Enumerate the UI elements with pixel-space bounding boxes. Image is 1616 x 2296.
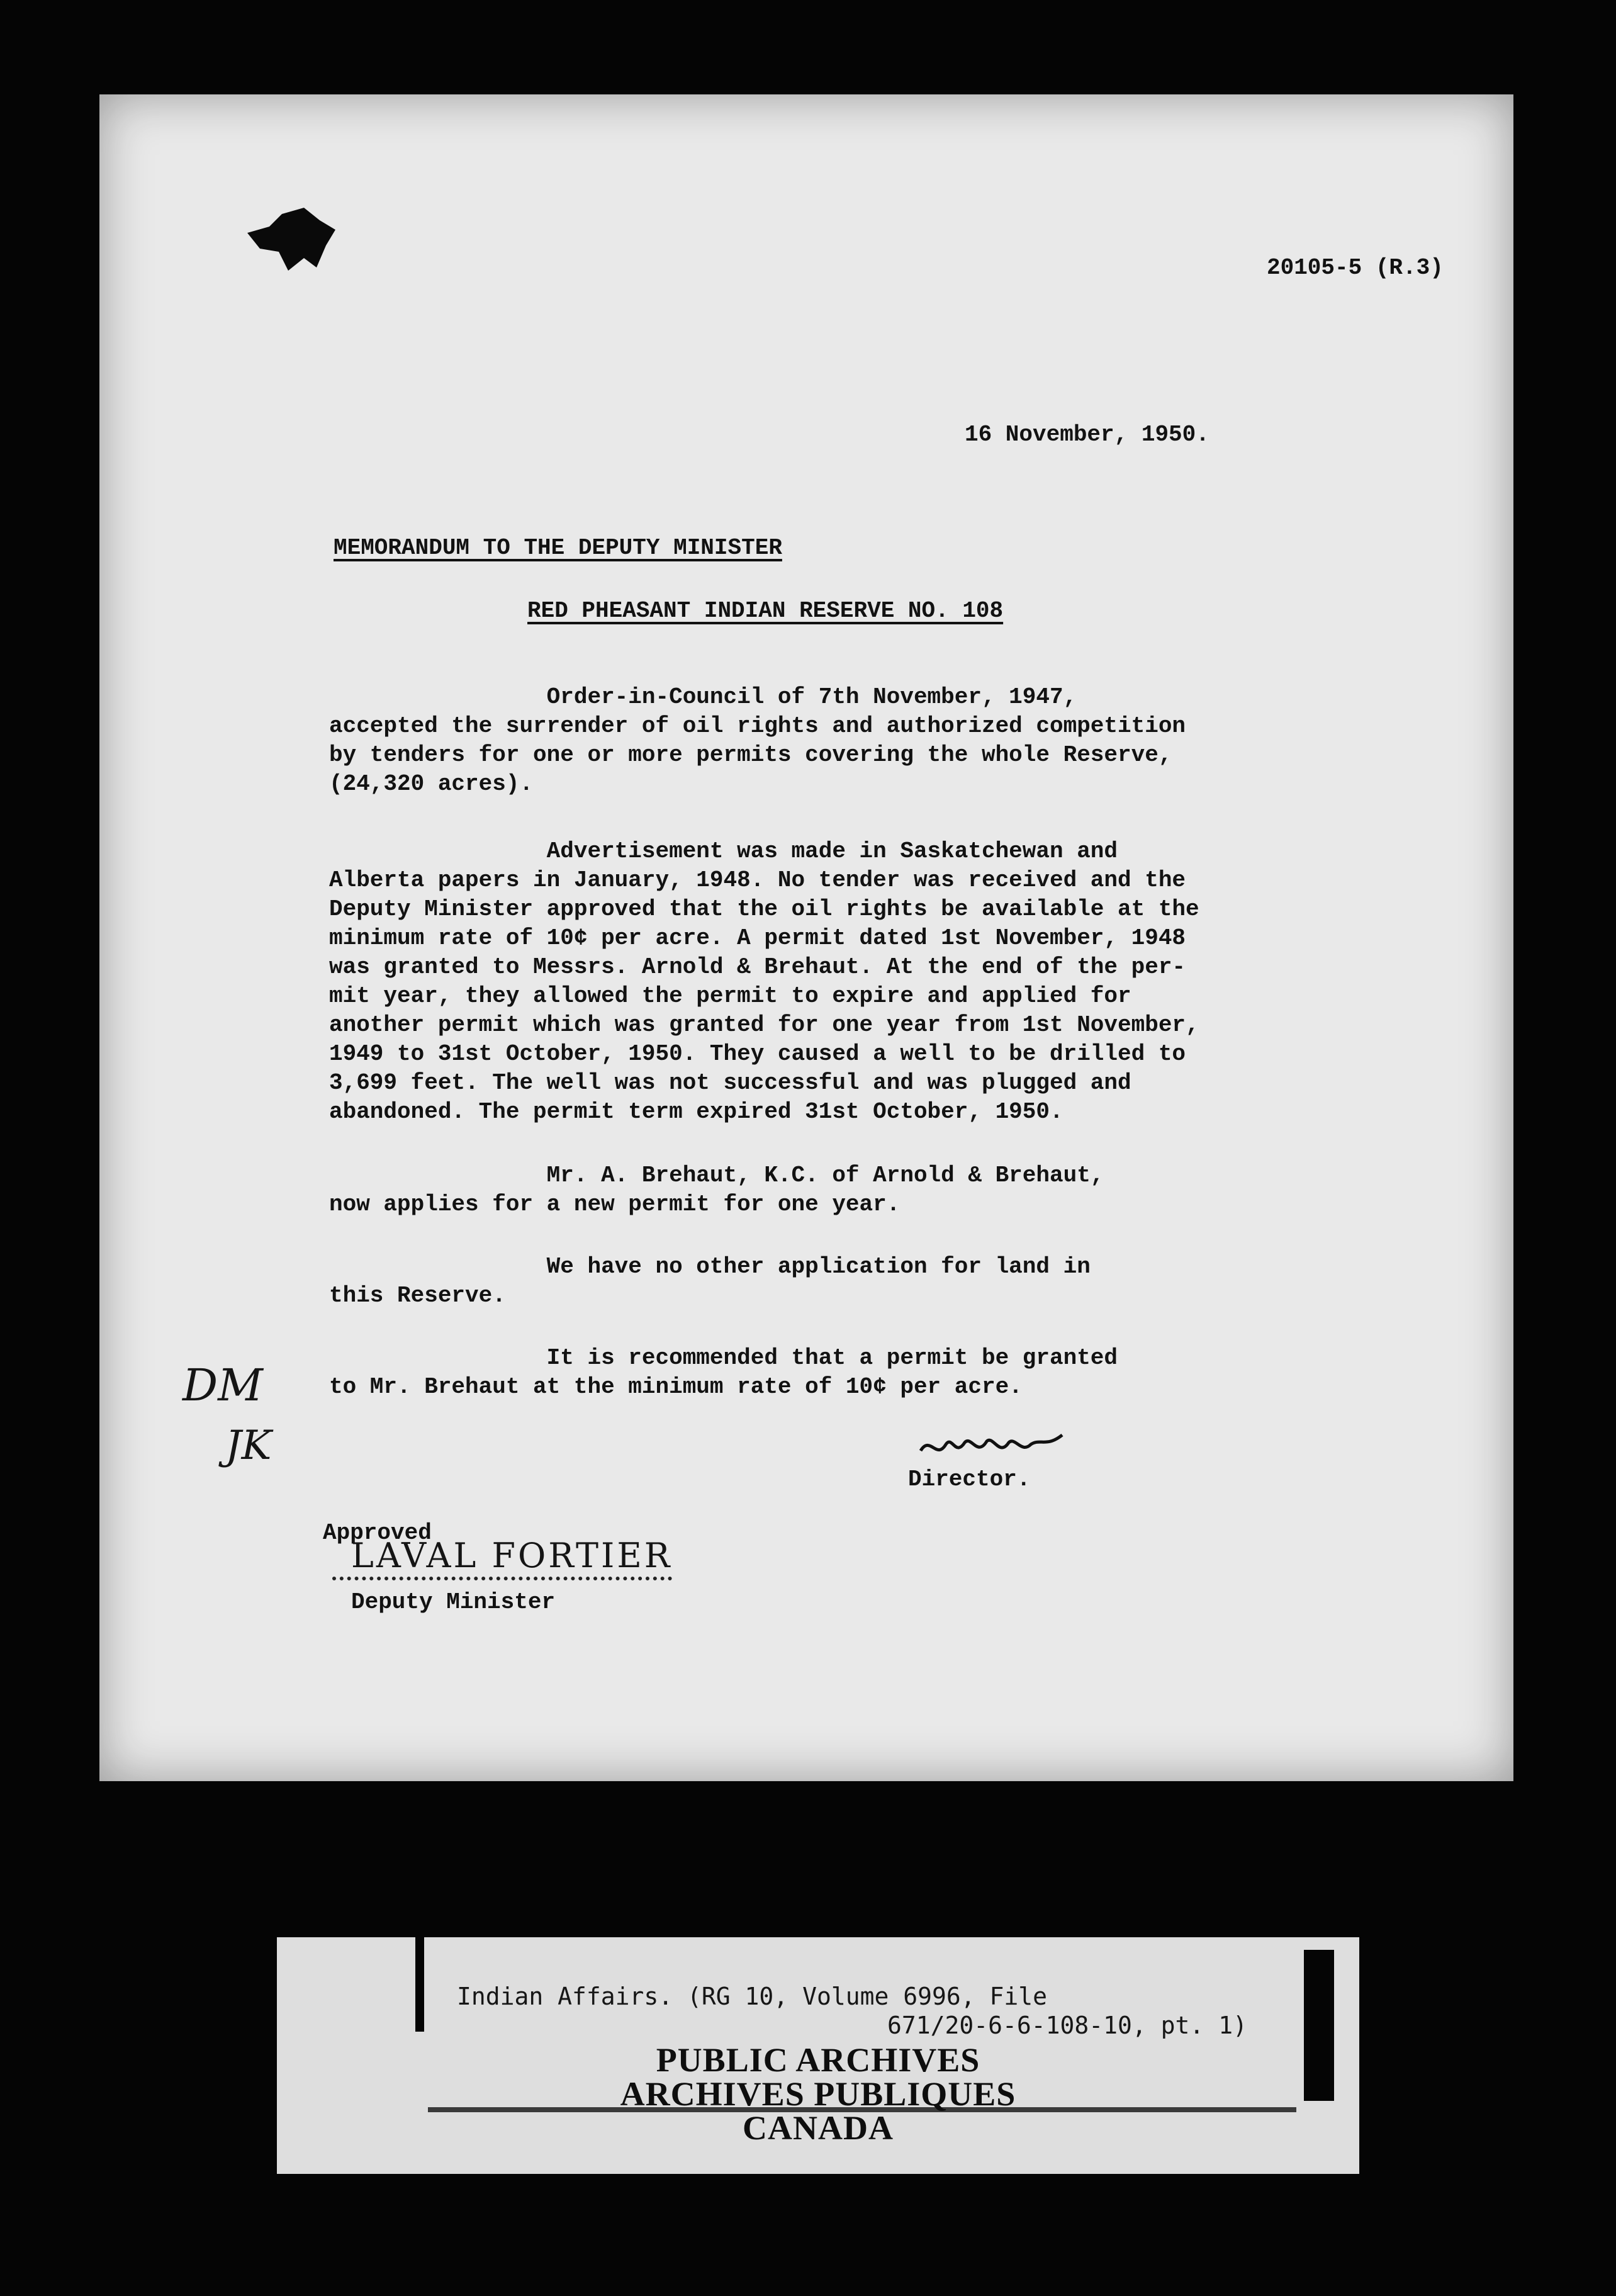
text-line: accepted the surrender of oil rights and authorized competition — [329, 713, 1186, 739]
margin-initials-1: DM — [182, 1359, 263, 1411]
text-line: (24,320 acres). — [329, 771, 534, 797]
approved-label: Approved — [323, 1520, 432, 1546]
text-line: Alberta papers in January, 1948. No tender was received and the — [329, 867, 1186, 893]
memorandum-page — [99, 94, 1513, 1781]
approver-title: Deputy Minister — [351, 1589, 556, 1615]
file-reference: 20105-5 (R.3) — [1267, 255, 1444, 281]
archive-name-french: ARCHIVES PUBLIQUES — [620, 2075, 1016, 2113]
text-line: mit year, they allowed the permit to expire and applied for — [329, 983, 1131, 1009]
director-title: Director. — [908, 1466, 1031, 1492]
paragraph-2 — [329, 837, 1349, 1127]
text-line: was granted to Messrs. Arnold & Brehaut. At the end of the per- — [329, 954, 1186, 980]
memo-subject: RED PHEASANT INDIAN RESERVE NO. 108 — [527, 598, 1004, 624]
text-line: Mr. A. Brehaut, K.C. of Arnold & Brehaut, — [329, 1162, 1104, 1188]
torn-hole-mark — [244, 208, 339, 277]
text-line: 1949 to 31st October, 1950. They caused a well to be drilled to — [329, 1041, 1186, 1067]
text-line: abandoned. The permit term expired 31st October, 1950. — [329, 1099, 1063, 1125]
margin-initials-2: JK — [225, 1422, 272, 1469]
text-line: another permit which was granted for one year from 1st November, — [329, 1012, 1199, 1038]
text-line: Advertisement was made in Saskatchewan and — [329, 838, 1118, 864]
paragraph-5 — [329, 1344, 1349, 1402]
signature-line — [332, 1577, 672, 1583]
paragraph-3 — [329, 1161, 1349, 1219]
memo-heading: MEMORANDUM TO THE DEPUTY MINISTER — [334, 535, 782, 561]
director-signature — [917, 1429, 1069, 1466]
label-frame-mark — [415, 1937, 424, 2032]
text-line: minimum rate of 10¢ per acre. A permit dated 1st November, 1948 — [329, 925, 1186, 951]
archive-label — [277, 1937, 1359, 2174]
text-line: We have no other application for land in — [329, 1254, 1091, 1280]
archive-country: CANADA — [743, 2109, 894, 2147]
text-line: now applies for a new permit for one year. — [329, 1191, 901, 1217]
text-line: 3,699 feet. The well was not successful and was plugged and — [329, 1070, 1131, 1096]
text-line: by tenders for one or more permits covering the whole Reserve, — [329, 742, 1172, 768]
paragraph-4 — [329, 1252, 1349, 1310]
text-line: Deputy Minister approved that the oil rights be available at the — [329, 896, 1199, 922]
text-line: this Reserve. — [329, 1283, 506, 1308]
archive-name-english: PUBLIC ARCHIVES — [656, 2041, 980, 2079]
archive-citation-line-2: 671/20-6-6-108-10, pt. 1) — [887, 2012, 1247, 2039]
archive-citation-line-1: Indian Affairs. (RG 10, Volume 6996, File — [457, 1983, 1047, 2010]
approver-signature: LAVAL FORTIER — [351, 1536, 673, 1575]
text-line: to Mr. Brehaut at the minimum rate of 10¢ per acre. — [329, 1374, 1023, 1400]
paragraph-1 — [329, 683, 1349, 799]
text-line: It is recommended that a permit be granted — [329, 1345, 1118, 1371]
text-line: Order-in-Council of 7th November, 1947, — [329, 684, 1077, 710]
memo-date: 16 November, 1950. — [965, 422, 1209, 447]
